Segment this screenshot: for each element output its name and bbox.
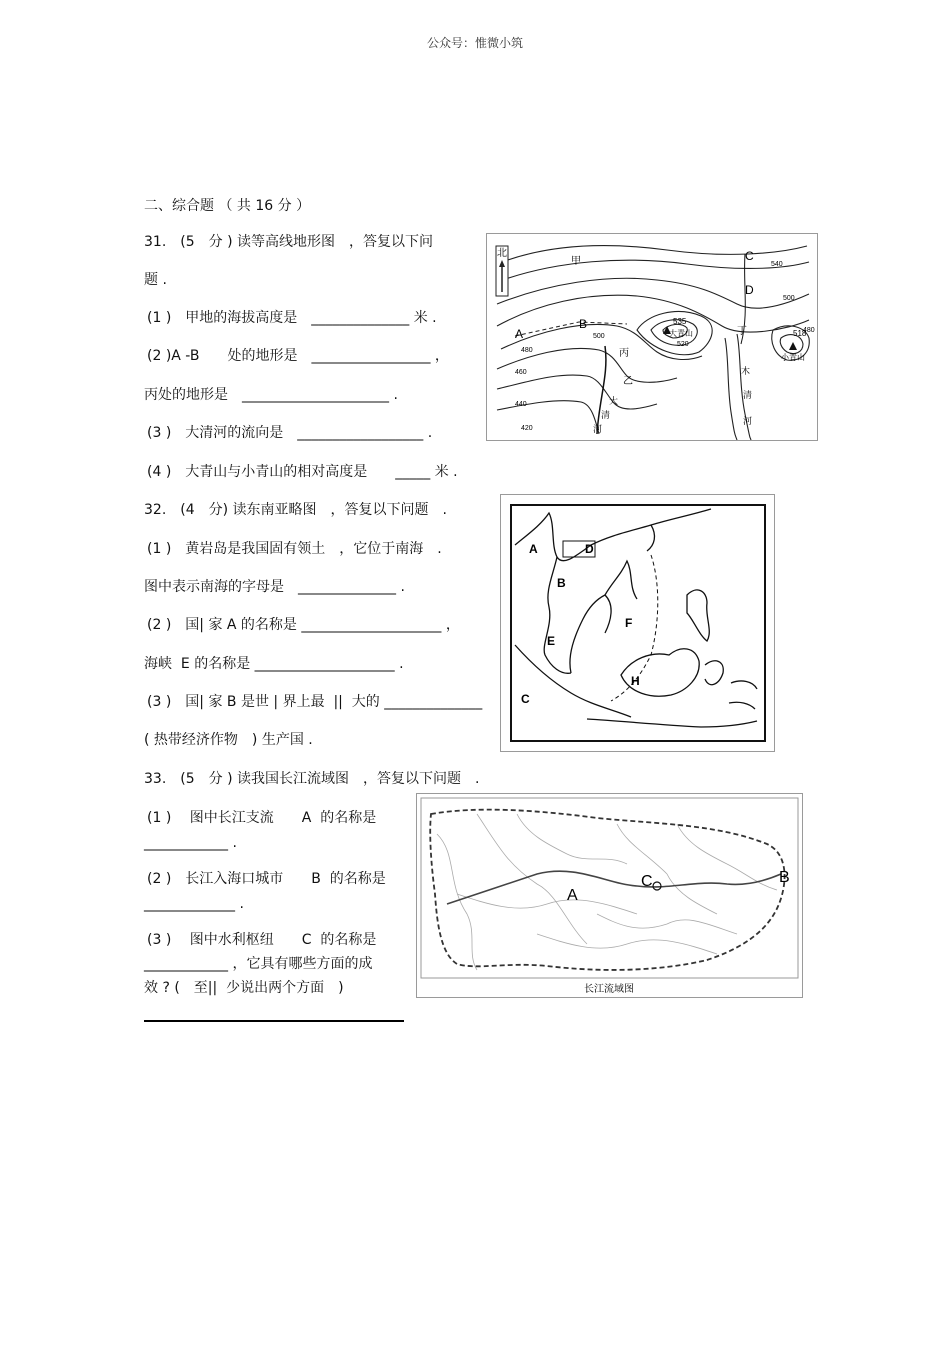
q33-part3-cont2: 效 ? ( 至|| 少说出两个方面 )	[144, 980, 344, 996]
q31-part1: (1 ) 甲地的海拔高度是 ______________ 米 .	[147, 310, 437, 326]
label-bing: 丙	[619, 348, 629, 359]
contour-label-480: 480	[521, 347, 533, 354]
label-B: B	[779, 869, 790, 886]
q31-part3: (3 ) 大清河的流向是 __________________ .	[147, 425, 433, 441]
river-right-2: 清	[743, 390, 753, 400]
answer-rule	[144, 1020, 404, 1022]
map-caption: 长江流域图	[584, 984, 634, 995]
q32-stem: 32. (4 分) 读东南亚略图 ，答复以下问题 .	[144, 502, 447, 518]
north-label: 北	[497, 248, 507, 259]
contour-label-460: 460	[515, 369, 527, 376]
q31-stem-cont: 题 .	[144, 272, 167, 288]
contour-label-540: 540	[771, 261, 783, 268]
river-right-1: 木	[741, 366, 751, 376]
label-C: C	[521, 692, 530, 706]
q32-part1: (1 ) 黄岩岛是我国固有领土 ，它位于南海 .	[147, 541, 442, 557]
label-E: E	[547, 634, 556, 648]
label-B: B	[579, 317, 588, 331]
label-A: A	[529, 542, 538, 556]
q33-part2: (2 ) 长江入海口城市 B 的名称是	[147, 871, 386, 887]
label-C: C	[745, 249, 754, 263]
label-jia: 甲	[571, 256, 581, 267]
contour-label-420: 420	[521, 425, 533, 432]
peak-small-label: 小青山	[781, 353, 805, 362]
label-A: A	[567, 887, 578, 904]
q31-part4: (4 ) 大青山与小青山的相对高度是 _____ 米 .	[147, 464, 458, 480]
contour-label-500-right: 500	[783, 295, 795, 302]
q31-stem: 31. (5 分 ) 读等高线地形图 ，答复以下问	[144, 234, 433, 250]
label-ding: 丁	[737, 326, 747, 337]
q32-part3: (3 ) 国| 家 B 是世 | 界上最 || 大的 ______________	[147, 694, 483, 710]
q33-part1-cont: ____________ .	[144, 835, 237, 851]
q33-part1: (1 ) 图中长江支流 A 的名称是	[147, 810, 377, 826]
q33-part3: (3 ) 图中水利枢纽 C 的名称是	[147, 932, 377, 948]
q32-part1-cont: 图中表示南海的字母是 ______________ .	[144, 579, 405, 595]
label-C: C	[641, 873, 653, 890]
peak-big-height: 535	[673, 317, 687, 326]
southeast-asia-map	[500, 494, 775, 752]
label-H: H	[631, 674, 640, 688]
q32-part3-cont: ( 热带经济作物 ) 生产国 .	[144, 732, 313, 748]
q33-part3-cont: ____________ ，它具有哪些方面的成	[144, 956, 373, 972]
label-B: B	[557, 576, 566, 590]
river-right-3: 河	[743, 416, 753, 426]
contour-label-500: 500	[593, 333, 605, 340]
label-F: F	[625, 616, 633, 630]
peak-small-height: 518	[793, 329, 807, 338]
section-title: 二、综合题 （ 共 16 分 ）	[144, 198, 311, 214]
q32-part2: (2 ) 国| 家 A 的名称是 ____________________ ，	[147, 617, 460, 633]
peak-big-label: 大青山	[669, 329, 693, 338]
label-D: D	[585, 542, 594, 556]
label-yi: 乙	[623, 376, 633, 387]
page-header: 公众号：惟微小筑	[426, 36, 523, 50]
label-A: A	[515, 327, 524, 341]
river-left-1: 大	[609, 396, 619, 406]
river-left-2: 清	[601, 410, 611, 420]
river-left-3: 河	[593, 424, 603, 434]
contour-label-480-right: 480	[803, 327, 815, 334]
contour-label-520: 520	[677, 341, 689, 348]
q31-part2: (2 )A -B 处的地形是 _________________ ，	[147, 348, 449, 364]
q32-part2-cont: 海峡 E 的名称是 ____________________ .	[144, 656, 404, 672]
contour-map	[486, 233, 818, 441]
contour-label-440: 440	[515, 401, 527, 408]
q31-part2-cont: 丙处的地形是 _____________________ .	[144, 387, 398, 403]
label-D: D	[745, 283, 754, 297]
q33-part2-cont: _____________ .	[144, 896, 244, 912]
q33-stem: 33. (5 分 ) 读我国长江流域图 ，答复以下问题 .	[144, 771, 480, 787]
yangtze-basin-map	[416, 793, 803, 998]
